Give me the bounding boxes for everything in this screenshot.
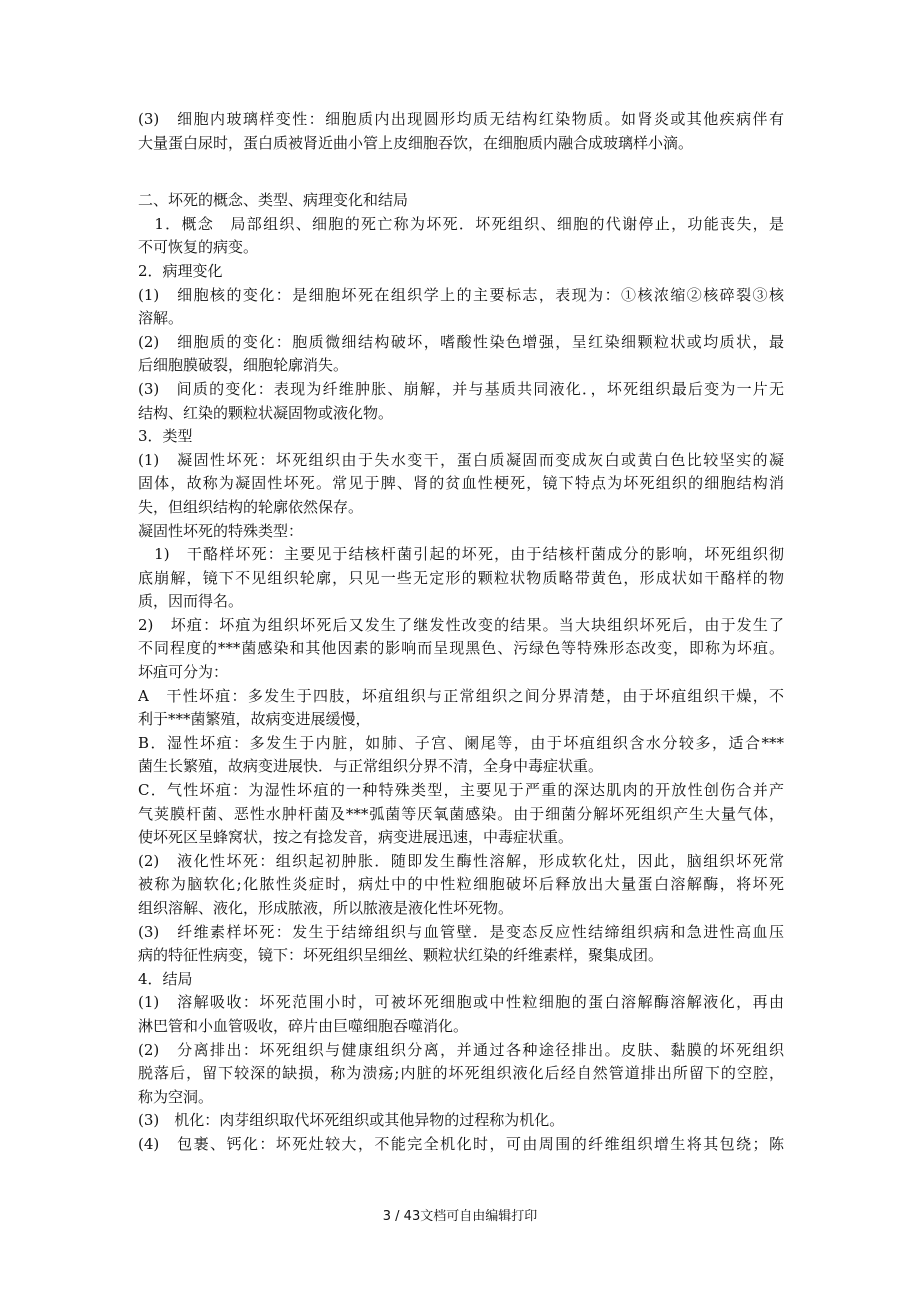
text-line: 1．概念 局部组织、细胞的死亡称为坏死．坏死组织、细胞的代谢停止，功能丧失，是 (138, 214, 784, 233)
text-line: 称为空洞。 (138, 1087, 214, 1106)
text-line: 质，因而得名。 (138, 592, 244, 611)
text-line: 3．类型 (138, 427, 193, 446)
document-body (138, 108, 784, 1157)
paragraph-gap (138, 155, 784, 189)
text-line: (2) 液化性坏死：组织起初肿胀．随即发生酶性溶解，形成软化灶，因此，脑组织坏死常 (138, 851, 784, 870)
text-line: (1) 溶解吸收：坏死范围小时，可被坏死细胞或中性粒细胞的蛋白溶解酶溶解液化，再由 (138, 993, 784, 1012)
paragraph (138, 284, 784, 331)
text-line: 菌生长繁殖，故病变进展快．与正常组织分界不清，全身中毒症状重。 (138, 757, 604, 776)
text-line: 大量蛋白尿时，蛋白质被肾近曲小管上皮细胞吞饮，在细胞质内融合成玻璃样小滴。 (138, 133, 694, 152)
text-line: (3) 细胞内玻璃样变性：细胞质内出现圆形均质无结构红染物质。如肾炎或其他疾病伴有 (138, 110, 784, 128)
paragraph (138, 108, 784, 155)
text-line: 不可恢复的病变。 (138, 238, 259, 257)
paragraph (138, 991, 784, 1038)
text-line: (3) 纤维素样坏死：发生于结缔组织与血管壁．是变态反应性结缔组织病和急进性高血压 (138, 922, 784, 941)
paragraph (138, 685, 784, 732)
text-line: 二、坏死的概念、类型、病理变化和结局 (138, 191, 409, 210)
text-line: 后细胞膜破裂，细胞轮廓消失。 (138, 356, 349, 375)
paragraph (138, 425, 784, 449)
paragraph (138, 1109, 784, 1133)
text-line: 坏疽可分为： (138, 663, 229, 682)
text-line: (1) 凝固性坏死：坏死组织由于失水变干，蛋白质凝固而变成灰白或黄白色比较坚实的凝 (138, 450, 784, 469)
paragraph (138, 331, 784, 378)
text-line: (2) 分离排出：坏死组织与健康组织分离，并通过各种途径排出。皮肤、黏膜的坏死组织 (138, 1040, 784, 1059)
paragraph (138, 520, 784, 544)
text-line: C．气性坏疽：为湿性坏疽的一种特殊类型，主要见于严重的深达肌肉的开放性创伤合并产 (138, 781, 784, 800)
paragraph (138, 189, 784, 213)
text-line: B．湿性坏疽：多发生于内脏，如肺、子宫、阑尾等，由于坏疽组织含水分较多，适合*** (138, 733, 784, 752)
text-line: 2) 坏疽：坏疽为组织坏死后又发生了继发性改变的结果。当大块组织坏死后，由于发生了 (138, 615, 784, 634)
text-line: 4．结局 (138, 969, 193, 988)
paragraph (138, 1133, 784, 1157)
text-line: 脱落后，留下较深的缺损，称为溃疡;内脏的坏死组织液化后经自然管道排出所留下的空腔， (138, 1064, 784, 1083)
page-footer: 3 / 43文档可自由编辑打印 (382, 1209, 538, 1224)
text-line: (4) 包裹、钙化：坏死灶较大，不能完全机化时，可由周围的纤维组织增生将其包绕；陈 (138, 1134, 784, 1153)
paragraph (138, 260, 784, 284)
text-line: (3) 机化：肉芽组织取代坏死组织或其他异物的过程称为机化。 (138, 1111, 565, 1130)
paragraph (138, 732, 784, 779)
text-line: (3) 间质的变化：表现为纤维肿胀、崩解，并与基质共同液化．，坏死组织最后变为一片无 (138, 379, 784, 398)
text-line: (1) 细胞核的变化：是细胞坏死在组织学上的主要标志，表现为：①核浓缩②核碎裂③核 (138, 285, 784, 304)
text-line: 组织溶解、液化，形成脓液，所以脓液是液化性坏死物。 (138, 899, 514, 917)
text-line: 1) 干酪样坏死：主要见于结核杆菌引起的坏死，由于结核杆菌成分的影响，坏死组织彻 (138, 545, 784, 564)
text-line: 失，但组织结构的轮廓依然保存。 (138, 497, 364, 516)
text-line: 结构、红染的颗粒状凝固物或液化物。 (138, 403, 394, 422)
paragraph (138, 378, 784, 425)
text-line: 病的特征性病变，镜下：坏死组织呈细丝、颗粒状红染的纤维素样，聚集成团。 (138, 946, 664, 965)
text-line: 不同程度的***菌感染和其他因素的影响而呈现黑色、污绿色等特殊形态改变，即称为坏疽。 (138, 639, 784, 658)
paragraph (138, 779, 784, 850)
text-line: 利于***菌繁殖，故病变进展缓慢， (138, 710, 371, 729)
text-line: 固体，故称为凝固性坏死。常见于脾、肾的贫血性梗死，镜下特点为坏死组织的细胞结构消 (138, 474, 784, 493)
paragraph (138, 213, 784, 260)
text-line: 底崩解，镜下不见组织轮廓，只见一些无定形的颗粒状物质略带黄色，形成状如干酪样的物 (138, 568, 784, 587)
text-line: 凝固性坏死的特殊类型： (138, 521, 304, 540)
paragraph (138, 543, 784, 614)
text-line: A 干性坏疽：多发生于四肢，坏疽组织与正常组织之间分界清楚，由于坏疽组织干燥，不 (138, 686, 784, 705)
paragraph (138, 449, 784, 520)
text-line: 被称为脑软化;化脓性炎症时，病灶中的中性粒细胞破坏后释放出大量蛋白溶解酶，将坏死 (138, 875, 784, 894)
text-line: 淋巴管和小血管吸收，碎片由巨噬细胞吞噬消化。 (138, 1016, 469, 1035)
text-line: 溶解。 (138, 309, 184, 328)
paragraph (138, 921, 784, 968)
text-line: 2．病理变化 (138, 261, 223, 280)
paragraph (138, 1039, 784, 1110)
paragraph (138, 968, 784, 992)
paragraph (138, 850, 784, 921)
text-line: 气荚膜杆菌、恶性水肿杆菌及***弧菌等厌氧菌感染。由于细菌分解坏死组织产生大量气体， (138, 804, 784, 823)
text-line: 使坏死区呈蜂窝状，按之有捻发音，病变进展迅速，中毒症状重。 (138, 828, 574, 847)
paragraph (138, 614, 784, 685)
text-line: (2) 细胞质的变化：胞质微细结构破坏，嗜酸性染色增强，呈红染细颗粒状或均质状，最 (138, 332, 784, 351)
